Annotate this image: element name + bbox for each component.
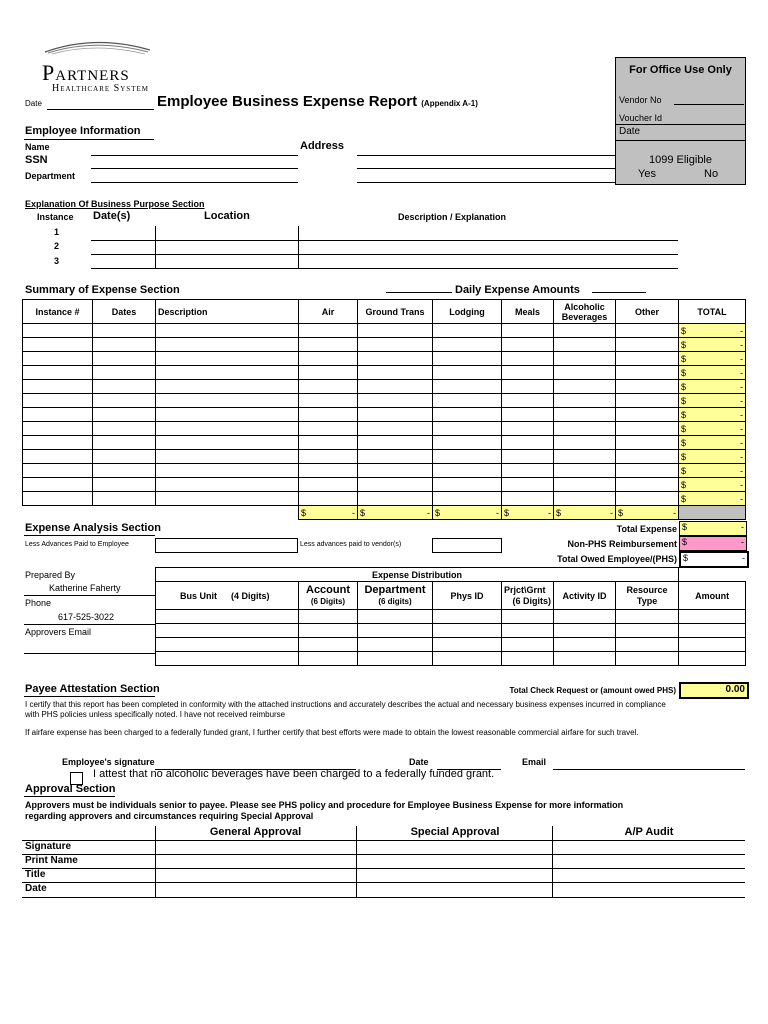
col-dates: Dates [93,300,156,324]
col-instance: Instance [37,212,74,222]
row-total-cell: $ - [679,422,746,436]
approval-row-date: Date [25,883,47,894]
table-row [23,436,746,450]
col-description: Description / Explanation [398,212,507,222]
col-resource: Resource Type [616,582,679,610]
distribution-cell[interactable] [554,610,616,624]
row-total-cell: $ - [679,408,746,422]
expense-cell[interactable] [156,464,299,478]
distribution-cell[interactable] [616,624,679,638]
table-row [23,324,746,338]
expense-cell[interactable] [156,366,299,380]
expense-cell[interactable] [299,422,358,436]
expense-cell[interactable] [156,422,299,436]
distribution-cell[interactable] [156,652,299,666]
expense-cell[interactable] [502,324,554,338]
approval-heading: Approval Section [25,783,116,795]
employee-signature-label: Employee's signature [62,757,155,767]
expense-distribution-table [155,567,746,666]
expense-cell[interactable] [23,380,93,394]
daily-expense-label: Daily Expense Amounts [455,284,580,296]
col-lodging: Lodging [433,300,502,324]
distribution-cell[interactable] [679,624,746,638]
voucher-id-label: Voucher Id [619,113,663,123]
col-prjct: Prjct\Grnt (6 Digits) [502,582,554,610]
col-total: TOTAL [679,300,746,324]
name-field[interactable] [91,155,298,156]
expense-cell[interactable] [502,478,554,492]
total-expense-value: $ - [679,521,747,536]
approval-row-title: Title [25,869,46,880]
distribution-cell[interactable] [554,638,616,652]
table-row [23,478,746,492]
expense-cell[interactable] [156,408,299,422]
expense-cell[interactable] [502,422,554,436]
logo-subtitle: Healthcare System [52,83,149,94]
summary-heading: Summary of Expense Section [25,284,180,296]
distribution-cell[interactable] [554,652,616,666]
distribution-row [156,624,746,638]
expense-cell[interactable] [433,478,502,492]
row-total-cell: $ - [679,324,746,338]
col-location: Location [204,210,250,222]
expense-cell[interactable] [616,464,679,478]
expense-cell[interactable] [156,324,299,338]
expense-cell[interactable] [616,366,679,380]
expense-cell[interactable] [502,492,554,506]
expense-cell[interactable] [502,366,554,380]
logo-swoosh-icon [40,38,155,56]
total-check-label: Total Check Request or (amount owed PHS) [509,686,676,695]
prepared-by-name: Katherine Faherty [49,583,121,593]
payee-date-label: Date [409,757,429,767]
phone-value: 617-525-3022 [58,612,115,622]
expense-cell[interactable] [23,492,93,506]
total-meals: $ - [502,506,554,520]
col-dates: Date(s) [93,210,131,222]
col-ground: Ground Trans [358,300,433,324]
expense-cell[interactable] [299,492,358,506]
less-adv-vendor-label: Less advances paid to vendor(s) [300,541,402,548]
page-title: Employee Business Expense Report (Appendix A-1) [157,93,478,110]
row-total-cell: $ - [679,352,746,366]
expense-cell[interactable] [554,338,616,352]
ap-audit-label: A/P Audit [624,826,674,838]
expense-cell[interactable] [358,478,433,492]
distribution-cell[interactable] [679,610,746,624]
address-line-2[interactable] [357,168,615,169]
col-amount: Amount [679,582,746,610]
expense-cell[interactable] [554,478,616,492]
col-activity: Activity ID [554,582,616,610]
expense-cell[interactable] [358,380,433,394]
address-line-3[interactable] [357,182,615,183]
department-label: Department [25,171,76,181]
approval-row-print-name: Print Name [25,855,78,866]
expense-cell[interactable] [299,464,358,478]
distribution-cell[interactable] [358,610,433,624]
expense-cell[interactable] [554,394,616,408]
expense-cell[interactable] [358,422,433,436]
distribution-row [156,638,746,652]
total-alcohol: $ - [554,506,616,520]
expense-cell[interactable] [616,408,679,422]
expense-cell[interactable] [433,464,502,478]
expense-cell[interactable] [433,394,502,408]
expense-cell[interactable] [358,352,433,366]
row-total-cell: $ - [679,478,746,492]
address-line-1[interactable] [357,155,615,156]
expense-cell[interactable] [156,478,299,492]
total-check-value: 0.00 [679,682,749,699]
expense-cell[interactable] [433,436,502,450]
attest-text: I attest that no alcoholic beverages have been charged to a federally funded grant. [93,768,495,780]
total-expense-label: Total Expense [616,524,677,534]
row-total-cell: $ - [679,380,746,394]
total-ground: $ - [358,506,433,520]
expense-cell[interactable] [358,338,433,352]
expense-cell[interactable] [299,324,358,338]
total-lodging: $ - [433,506,502,520]
vendor-no-field[interactable] [674,104,744,105]
table-row [23,422,746,436]
expense-cell[interactable] [156,394,299,408]
expense-cell[interactable] [433,492,502,506]
expense-cell[interactable] [299,478,358,492]
col-bus-unit: Bus Unit (4 Digits) [156,582,299,610]
expense-cell[interactable] [23,366,93,380]
payee-email-label: Email [522,757,547,767]
expense-cell[interactable] [616,492,679,506]
expense-cell[interactable] [502,352,554,366]
expense-cell[interactable] [23,324,93,338]
expense-cell[interactable] [433,324,502,338]
expense-cell[interactable] [433,380,502,394]
expense-cell[interactable] [299,366,358,380]
col-meals: Meals [502,300,554,324]
approval-note: Approvers must be individuals senior to payee. Please see PHS policy and procedure for Employee Business Expense for more information regarding approvers and circumstances requiring Special Approval [25,800,624,821]
distribution-heading: Expense Distribution [156,568,679,582]
expense-cell[interactable] [554,464,616,478]
col-other: Other [616,300,679,324]
distribution-cell[interactable] [679,652,746,666]
expense-cell[interactable] [93,492,156,506]
expense-cell[interactable] [616,450,679,464]
expense-cell[interactable] [502,450,554,464]
name-label: Name [25,142,50,152]
col-air: Air [299,300,358,324]
distribution-cell[interactable] [616,652,679,666]
expense-cell[interactable] [502,464,554,478]
expense-cell[interactable] [616,422,679,436]
approvers-email-field[interactable] [24,653,155,654]
less-adv-emp-label: Less Advances Paid to Employee [25,541,129,548]
distribution-cell[interactable] [433,638,502,652]
expense-cell[interactable] [23,338,93,352]
expense-cell[interactable] [299,394,358,408]
department-field[interactable] [91,182,298,183]
expense-cell[interactable] [93,380,156,394]
distribution-cell[interactable] [156,638,299,652]
distribution-cell[interactable] [433,652,502,666]
expense-cell[interactable] [554,352,616,366]
distribution-cell[interactable] [679,638,746,652]
employee-heading: Employee Information [25,125,141,137]
distribution-row [156,652,746,666]
expense-cell[interactable] [433,366,502,380]
distribution-cell[interactable] [299,610,358,624]
expense-cell[interactable] [156,380,299,394]
certification-text-1: I certify that this report has been completed in conformity with the attached instructions and accurately describes the actual and necessary business expenses incurred in compliance with PHS policies unless specifically noted. I have not received reimburse [25,700,666,719]
expense-cell[interactable] [299,380,358,394]
expense-cell[interactable] [554,436,616,450]
expense-cell[interactable] [554,324,616,338]
expense-cell[interactable] [23,464,93,478]
logo-name: Partners [42,60,130,85]
certification-text-2: If airfare expense has been charged to a federally funded grant, I further certify that best efforts were made to obtain the lowest reasonable commercial airfare for such travel. [25,728,639,737]
expense-cell[interactable] [554,366,616,380]
table-row [23,492,746,506]
expense-cell[interactable] [358,324,433,338]
ssn-field[interactable] [91,168,298,169]
purpose-heading: Explanation Of Business Purpose Section [25,199,205,209]
less-adv-emp-field[interactable] [155,538,298,553]
table-row [23,408,746,422]
expense-cell[interactable] [502,394,554,408]
total-owed-value: $ - [679,551,749,568]
expense-cell[interactable] [616,436,679,450]
expense-cell[interactable] [358,450,433,464]
expense-cell[interactable] [23,408,93,422]
purpose-line-3[interactable] [91,268,678,269]
expense-cell[interactable] [93,408,156,422]
vendor-no-label: Vendor No [619,95,662,105]
expense-cell[interactable] [156,492,299,506]
non-phs-value[interactable]: $ - [679,536,747,551]
distribution-cell[interactable] [433,610,502,624]
expense-cell[interactable] [156,352,299,366]
expense-cell[interactable] [299,408,358,422]
table-row [23,394,746,408]
distribution-cell[interactable] [502,638,554,652]
approvers-email-label: Approvers Email [25,627,92,637]
payee-heading: Payee Attestation Section [25,683,160,695]
distribution-cell[interactable] [299,638,358,652]
expense-cell[interactable] [23,436,93,450]
expense-cell[interactable] [554,422,616,436]
expense-cell[interactable] [358,492,433,506]
address-label: Address [300,140,345,152]
col-desc: Description [156,300,299,324]
eligible-no[interactable]: No [704,168,719,180]
expense-cell[interactable] [358,366,433,380]
expense-cell[interactable] [299,450,358,464]
row-total-cell: $ - [679,338,746,352]
distribution-cell[interactable] [433,624,502,638]
distribution-cell[interactable] [299,624,358,638]
expense-cell[interactable] [23,478,93,492]
office-use-box [615,57,746,185]
expense-cell[interactable] [616,338,679,352]
expense-cell[interactable] [299,352,358,366]
distribution-cell[interactable] [299,652,358,666]
expense-cell[interactable] [502,436,554,450]
distribution-cell[interactable] [358,638,433,652]
distribution-cell[interactable] [616,638,679,652]
expense-cell[interactable] [358,408,433,422]
col-account: Account (6 Digits) [299,582,358,610]
expense-cell[interactable] [93,324,156,338]
distribution-cell[interactable] [358,624,433,638]
table-row [23,464,746,478]
less-adv-vendor-field[interactable] [432,538,502,553]
col-instance-num: Instance # [23,300,93,324]
distribution-cell[interactable] [156,610,299,624]
distribution-cell[interactable] [502,652,554,666]
table-row [23,450,746,464]
row-total-cell: $ - [679,366,746,380]
expense-cell[interactable] [616,394,679,408]
expense-cell[interactable] [502,338,554,352]
expense-cell[interactable] [93,450,156,464]
date-field[interactable] [47,109,154,110]
row-total-cell: $ - [679,450,746,464]
distribution-cell[interactable] [554,624,616,638]
non-phs-label: Non-PHS Reimbursement [567,539,677,549]
general-approval-label: General Approval [209,826,302,838]
row-total-cell: $ - [679,436,746,450]
distribution-row [156,610,746,624]
table-row [23,380,746,394]
expense-cell[interactable] [358,464,433,478]
col-alcohol: Alcoholic Beverages [554,300,616,324]
col-department: Department (6 digits) [358,582,433,610]
expense-cell[interactable] [93,464,156,478]
table-row [23,352,746,366]
expense-cell[interactable] [93,478,156,492]
expense-cell[interactable] [554,492,616,506]
distribution-cell[interactable] [616,610,679,624]
expense-cell[interactable] [358,436,433,450]
row-total-cell: $ - [679,394,746,408]
table-row [23,366,746,380]
expense-cell[interactable] [299,436,358,450]
purpose-row-2: 2 [54,241,60,251]
special-approval-label: Special Approval [410,826,500,838]
expense-cell[interactable] [616,352,679,366]
office-date-label: Date [619,126,641,137]
grand-total-cell [679,506,746,520]
table-row [23,338,746,352]
distribution-cell[interactable] [358,652,433,666]
purpose-line-1[interactable] [91,240,678,241]
expense-cell[interactable] [23,352,93,366]
expense-cell[interactable] [23,394,93,408]
row-total-cell: $ - [679,464,746,478]
analysis-heading: Expense Analysis Section [25,522,161,534]
expense-cell[interactable] [554,408,616,422]
expense-cell[interactable] [156,450,299,464]
distribution-cell[interactable] [502,610,554,624]
expense-cell[interactable] [433,408,502,422]
ssn-label: SSN [25,154,48,166]
expense-cell[interactable] [156,436,299,450]
distribution-cell[interactable] [156,624,299,638]
expense-cell[interactable] [23,422,93,436]
approval-row-signature: Signature [25,841,72,852]
expense-cell[interactable] [93,338,156,352]
expense-cell[interactable] [93,366,156,380]
expense-cell[interactable] [93,394,156,408]
payee-email-field[interactable] [553,769,745,770]
col-phys-id: Phys ID [433,582,502,610]
total-air: $ - [299,506,358,520]
expense-cell[interactable] [299,338,358,352]
expense-cell[interactable] [433,422,502,436]
expense-cell[interactable] [93,352,156,366]
expense-cell[interactable] [554,450,616,464]
expense-cell[interactable] [433,450,502,464]
expense-cell[interactable] [502,380,554,394]
purpose-line-2[interactable] [91,254,678,255]
distribution-cell[interactable] [502,624,554,638]
total-owed-label: Total Owed Employee/(PHS) [557,554,677,564]
expense-summary-table [22,299,746,520]
eligible-yes[interactable]: Yes [638,168,656,180]
purpose-row-1: 1 [54,227,60,237]
eligible-label: 1099 Eligible [649,154,712,166]
date-label: Date [25,99,42,108]
total-other: $ - [616,506,679,520]
expense-cell[interactable] [554,380,616,394]
purpose-row-3: 3 [54,256,60,266]
row-total-cell: $ - [679,492,746,506]
expense-cell[interactable] [358,394,433,408]
expense-cell[interactable] [502,408,554,422]
office-title: For Office Use Only [629,64,732,76]
expense-cell[interactable] [23,450,93,464]
expense-cell[interactable] [433,338,502,352]
expense-cell[interactable] [616,380,679,394]
prepared-by-label: Prepared By [25,570,76,580]
expense-cell[interactable] [93,422,156,436]
expense-cell[interactable] [616,478,679,492]
expense-cell[interactable] [616,324,679,338]
expense-cell[interactable] [433,352,502,366]
phone-label: Phone [25,598,52,608]
expense-cell[interactable] [93,436,156,450]
expense-cell[interactable] [156,338,299,352]
